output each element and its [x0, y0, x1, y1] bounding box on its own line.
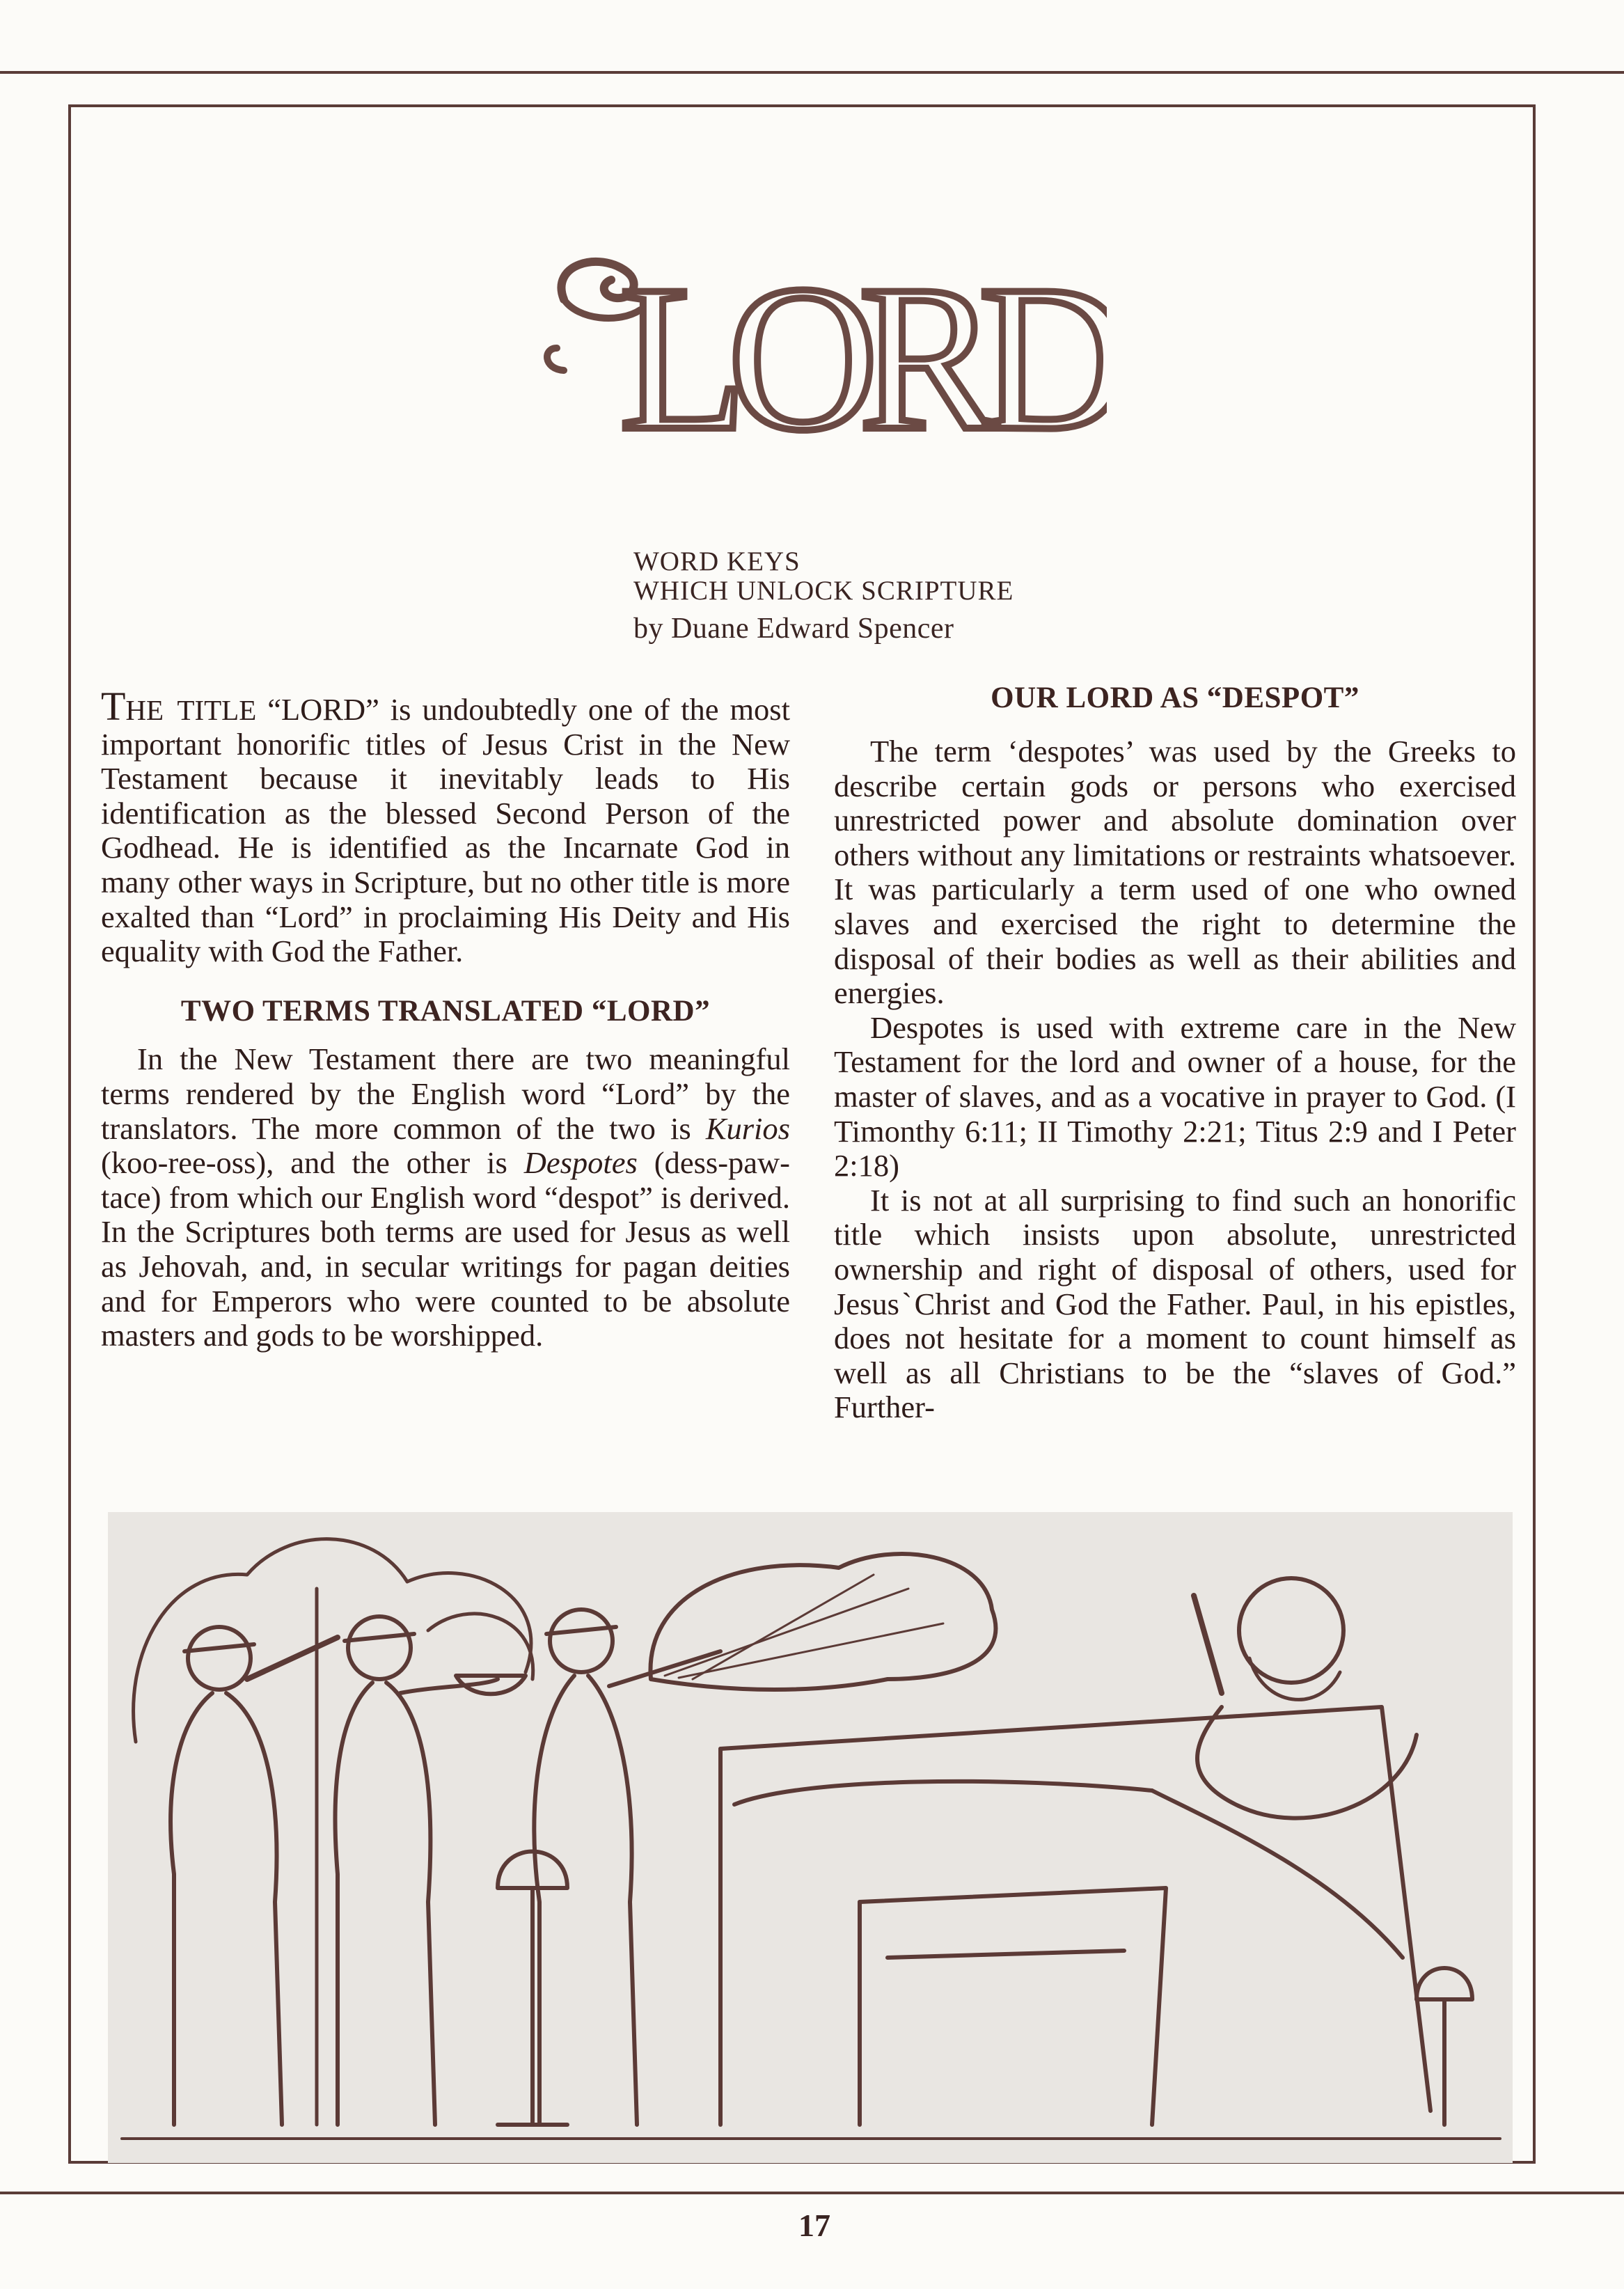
- banquet-illustration: [108, 1512, 1513, 2163]
- intro-paragraph: [101, 684, 790, 969]
- left-column: [101, 684, 790, 1353]
- two-terms-paragraph: [101, 1042, 790, 1353]
- intro-text: “LORD” is undoubtedly one of the most important honorific titles of Jesus Crist in the New Testament because it inevitably leads to His identification as the blessed Second Person of the Godhead. He is identified as the Incarnate God in many other ways in Scripture, but no other title is more exalted than “Lord” in proclaiming His Deity and His equality with God the Father.: [101, 692, 790, 969]
- bottom-rule: [0, 2192, 1624, 2194]
- two-terms-text-3: (dess-paw-tace) from which our English word “despot” is derived. In the Scriptures both terms are used for Jesus as well as Jehovah, and, in secular writings for pagan deities and for Emperors who were counted to be absolute masters and gods to be worshipped.: [101, 1145, 790, 1353]
- right-column: [834, 734, 1516, 1425]
- lord-logo-icon: [536, 244, 1107, 453]
- section-heading-despot: OUR LORD AS “DESPOT”: [991, 682, 1359, 714]
- logo-text: LORD: [620, 244, 1107, 453]
- page-number: 17: [798, 2208, 830, 2243]
- byline: by Duane Edward Spencer: [633, 613, 954, 645]
- despot-paragraph-3: It is not at all surprising to find such an honorific title which insists upon absolute, unrestricted ownership and right of disposal of others, used for JesusˋChrist and God the Father. Paul, in his epistles, does not hesitate for a moment to count himself as well as all Christians to be the “slaves of God.” Further-: [834, 1182, 1516, 1425]
- article-deck: [633, 547, 1190, 643]
- term-kurios: Kurios: [705, 1110, 790, 1146]
- term-despotes: Despotes: [523, 1145, 638, 1181]
- section-heading-two-terms: TWO TERMS TRANSLATED “LORD”: [180, 994, 711, 1028]
- deck-line-1: WORD KEYS: [633, 546, 801, 576]
- deck-line-2: WHICH UNLOCK SCRIPTURE: [633, 576, 1014, 606]
- despot-paragraph-2: Despotes is used with extreme care in the New Testament for the lord and owner of a house, for the master of slaves, and as a vocative in prayer to God. (I Timonthy 6:11; II Timothy 2:21; Titus 2:9 and I Peter 2:18): [834, 1009, 1516, 1183]
- banquet-scene-icon: [108, 1512, 1513, 2163]
- top-rule: [0, 71, 1624, 74]
- two-terms-text-2: (koo-ree-oss), and the other is: [101, 1145, 524, 1181]
- despot-paragraph-1: The term ‘despotes’ was used by the Greeks to describe certain gods or persons who exercised unrestricted power and absolute domination over others without any limitations or restraints whatsoever. It was particularly a term used of one who owned slaves and exercised the right to determine the disposal of their bodies as well as their abilities and energies.: [834, 734, 1516, 1011]
- title-logo: [536, 244, 1107, 453]
- two-terms-text-1: In the New Testament there are two meaningful terms rendered by the English word “Lord” by the translators. The more common of the two is: [101, 1041, 790, 1146]
- intro-lead: The title: [101, 684, 257, 729]
